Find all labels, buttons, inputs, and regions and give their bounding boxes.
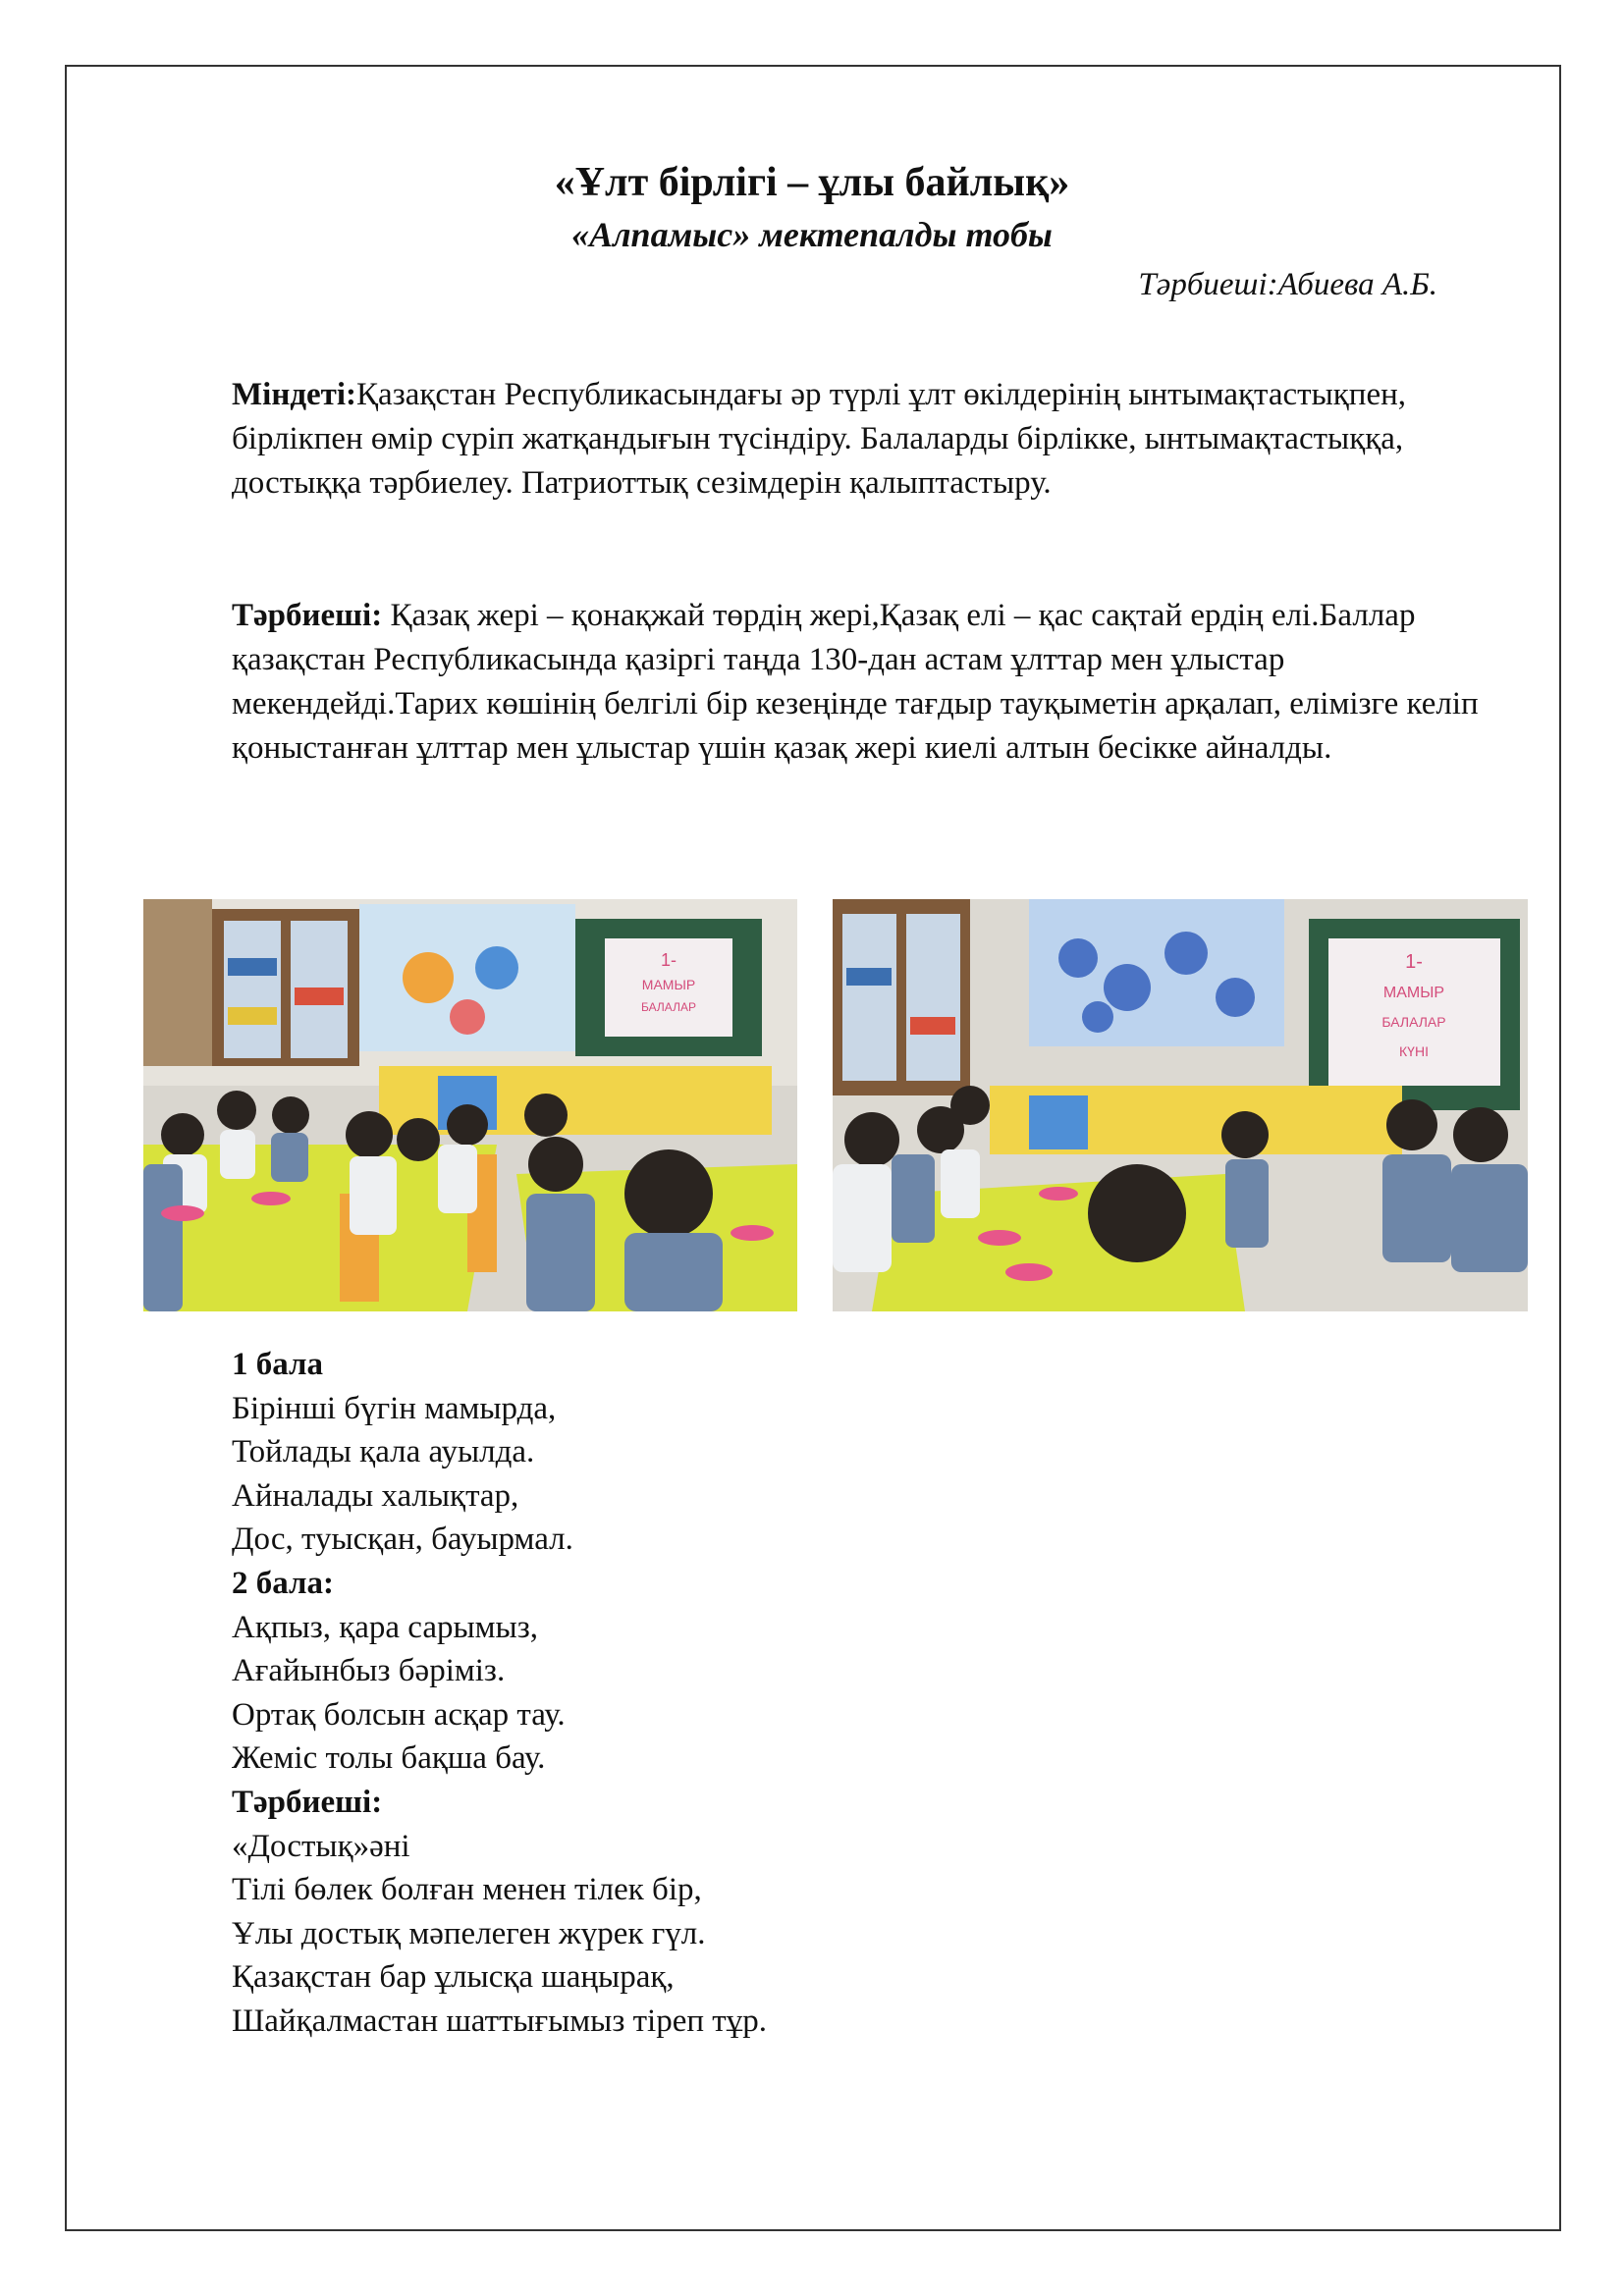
task-label: Міндеті: bbox=[232, 377, 357, 412]
poem-line: Тойлады қала ауылда. bbox=[232, 1434, 535, 1470]
poem-line: Ортақ болсын асқар тау. bbox=[232, 1696, 566, 1733]
poem-line: Ақпыз, қара сарымыз, bbox=[232, 1609, 539, 1645]
classroom-photo-1 bbox=[143, 899, 797, 1311]
task-text: Қазақстан Республикасындағы әр түрлі ұлт өкілдерінің ынтымақтастықпен, бірлікпен өмір сүріп жатқандығын түсіндіру. Балаларды бірлікке, ынтымақтастыққа, достыққа тәрбиелеу. Патриоттық сезімдерін қалыптастыру. bbox=[232, 377, 1407, 501]
board-text-3: БАЛАЛАР bbox=[641, 1000, 696, 1014]
poem-line: Дос, туысқан, бауырмал. bbox=[232, 1522, 573, 1558]
speaker-1-label: 1 бала bbox=[232, 1347, 324, 1382]
poem-line: Жеміс толы бақша бау. bbox=[232, 1740, 546, 1777]
poem-line: Ағайынбыз бәріміз. bbox=[232, 1653, 506, 1689]
poem-line: Айналады халықтар, bbox=[232, 1477, 519, 1514]
speaker-3-label: Тәрбиеші: bbox=[232, 1784, 383, 1820]
intro-label: Тәрбиеші: bbox=[232, 598, 383, 633]
song-line: Шайқалмастан шаттығымыз тіреп тұр. bbox=[232, 2002, 767, 2039]
speaker-2-label: 2 бала: bbox=[232, 1565, 335, 1601]
document-title: «Ұлт бірлігі – ұлы байлық» bbox=[554, 160, 1070, 205]
task-paragraph bbox=[232, 373, 1528, 506]
song-title: «Достық»əні bbox=[232, 1828, 410, 1864]
author-line: Тәрбиеші:Абиева А.Б. bbox=[1138, 267, 1437, 302]
board-text-1: 1- bbox=[660, 950, 677, 970]
song-line: Тілі бөлек болған менен тілек бір, bbox=[232, 1872, 702, 1908]
group-subtitle: «Алпамыс» мектепалды тобы bbox=[571, 215, 1053, 254]
intro-text: Қазақ жері – қонақжай төрдің жері,Қазақ елі – қас сақтай ердің елі.Баллар қазақстан Республикасында қазіргі таңда 130-дан астам ұлттар мен ұлыстар мекендейді.Тарих көшінің белгілі бір кезеңінде тағдыр тауқыметін арқалап, елімізге келіп қоныстанған ұлттар мен ұлыстар үшін қазақ жері киелі алтын бесікке айналды. bbox=[232, 598, 1479, 766]
song-line: Қазақстан бар ұлысқа шаңырақ, bbox=[232, 1959, 675, 1996]
board-text-4b: КҮНІ bbox=[1399, 1043, 1429, 1059]
board-text-2: МАМЫР bbox=[641, 977, 696, 992]
board-text-2b: МАМЫР bbox=[1382, 985, 1445, 1001]
board-text-3b: БАЛАЛАР bbox=[1381, 1014, 1446, 1030]
song-line: Ұлы достық мәпелеген жүрек гүл. bbox=[232, 1915, 706, 1951]
board-text-1b: 1- bbox=[1405, 951, 1423, 973]
poem-section bbox=[232, 1343, 1410, 2044]
intro-paragraph bbox=[232, 594, 1528, 771]
classroom-photo-2 bbox=[833, 899, 1528, 1311]
poem-line: Бірінші бүгін мамырда, bbox=[232, 1390, 557, 1426]
